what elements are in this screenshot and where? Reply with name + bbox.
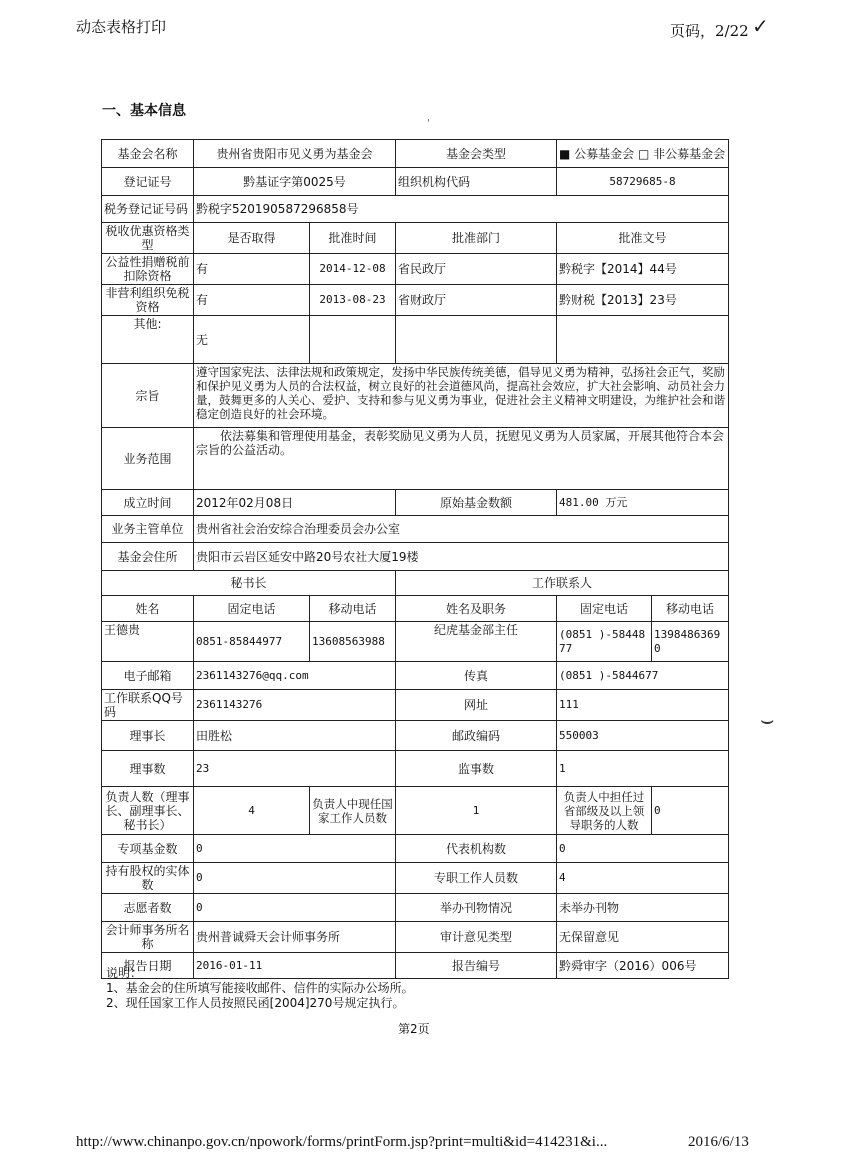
secretary-mobile: 13608563988 [310, 622, 396, 662]
mobile-column-header: 移动电话 [310, 596, 396, 622]
fulltime-value: 4 [557, 863, 729, 894]
address-label: 基金会住所 [102, 543, 194, 571]
type-label: 基金会类型 [396, 140, 557, 168]
table-row [102, 571, 729, 596]
other-label: 其他: [102, 316, 194, 364]
print-header-title: 动态表格打印 [76, 18, 167, 36]
table-row [102, 254, 729, 285]
rep-office-value: 0 [557, 835, 729, 863]
secretary-phone: 0851-85844977 [194, 622, 310, 662]
secretary-name: 王德贵 [102, 622, 194, 662]
other-value: 无 [194, 316, 310, 364]
scope-label: 业务范围 [102, 428, 194, 490]
secretary-header: 秘书长 [102, 571, 396, 596]
table-row [102, 596, 729, 622]
notes-title: 说明： [106, 966, 143, 980]
leaders-value: 4 [194, 787, 310, 835]
fax-value: (0851 )-5844677 [557, 662, 729, 690]
donation-time: 2014-12-08 [310, 254, 396, 285]
nonprofit-label: 非营利组织免税资格 [102, 285, 194, 316]
table-row [102, 196, 729, 223]
table-row [102, 721, 729, 751]
special-fund-value: 0 [194, 835, 396, 863]
name-column-header: 姓名 [102, 596, 194, 622]
directors-label: 理事数 [102, 751, 194, 787]
rep-office-label: 代表机构数 [396, 835, 557, 863]
table-row [102, 894, 729, 922]
supervisors-label: 监事数 [396, 751, 557, 787]
supervisor-value: 贵州省社会治安综合治理委员会办公室 [194, 516, 729, 543]
tax-reg-label: 税务登记证号码 [102, 196, 194, 223]
approval-dept-label: 批准部门 [396, 223, 557, 254]
contact-name: 纪虎基金部主任 [396, 622, 557, 662]
chairman-value: 田胜松 [194, 721, 396, 751]
report-date-label: 报告日期 [102, 953, 194, 979]
email-label: 电子邮箱 [102, 662, 194, 690]
notes-line-2: 2、现任国家工作人员按照民函[2004]270号规定执行。 [106, 996, 405, 1010]
name-label: 基金会名称 [102, 140, 194, 168]
volunteers-value: 0 [194, 894, 396, 922]
address-value: 贵阳市云岩区延安中路20号农社大厦19楼 [194, 543, 729, 571]
table-row [102, 168, 729, 196]
scan-mark: ' [427, 118, 430, 129]
foundation-info-table [101, 139, 729, 979]
accountant-label: 会计师事务所名称 [102, 922, 194, 953]
approval-time-label: 批准时间 [310, 223, 396, 254]
table-row [102, 516, 729, 543]
donation-obtained: 有 [194, 254, 310, 285]
scope-value: 依法募集和管理使用基金，表彰奖励见义勇为人员，抚慰见义勇为人员家属，开展其他符合本会宗旨的公益活动。 [194, 428, 729, 490]
special-fund-label: 专项基金数 [102, 835, 194, 863]
table-row [102, 543, 729, 571]
equity-label: 持有股权的实体数 [102, 863, 194, 894]
nonprofit-time: 2013-08-23 [310, 285, 396, 316]
other-doc-empty [557, 316, 729, 364]
purpose-label: 宗旨 [102, 364, 194, 428]
fixed-phone-column-header: 固定电话 [194, 596, 310, 622]
fund-label: 原始基金数额 [396, 490, 557, 516]
table-row [102, 787, 729, 835]
obtained-label: 是否取得 [194, 223, 310, 254]
table-row [102, 364, 729, 428]
report-no-value: 黔舜审字（2016）006号 [557, 953, 729, 979]
tax-pref-label: 税收优惠资格类型 [102, 223, 194, 254]
accountant-value: 贵州普诚舜天会计师事务所 [194, 922, 396, 953]
approval-doc-label: 批准文号 [557, 223, 729, 254]
donation-doc: 黔税字【2014】44号 [557, 254, 729, 285]
website-label: 网址 [396, 690, 557, 721]
donation-label: 公益性捐赠税前扣除资格 [102, 254, 194, 285]
checkmark-icon: ✓ [752, 14, 769, 38]
contact-mobile: 13984863690 [652, 622, 729, 662]
current-staff-value: 1 [396, 787, 557, 835]
report-no-label: 报告编号 [396, 953, 557, 979]
mobile-column-header-2: 移动电话 [652, 596, 729, 622]
table-row [102, 835, 729, 863]
nonprofit-obtained: 有 [194, 285, 310, 316]
contact-phone: (0851 )-5844877 [557, 622, 652, 662]
table-row [102, 922, 729, 953]
founded-label: 成立时间 [102, 490, 194, 516]
notes [106, 966, 414, 1011]
table-row [102, 223, 729, 254]
reg-label: 登记证号 [102, 168, 194, 196]
leaders-label: 负责人数（理事长、副理事长、秘书长） [102, 787, 194, 835]
print-date: 2016/6/13 [688, 1134, 749, 1150]
donation-dept: 省民政厅 [396, 254, 557, 285]
volunteers-label: 志愿者数 [102, 894, 194, 922]
supervisor-label: 业务主管单位 [102, 516, 194, 543]
table-row [102, 490, 729, 516]
table-row [102, 662, 729, 690]
email-value: 2361143276@qq.com [194, 662, 396, 690]
current-staff-label: 负责人中现任国家工作人员数 [310, 787, 396, 835]
qq-label: 工作联系QQ号码 [102, 690, 194, 721]
org-code-value: 58729685-8 [557, 168, 729, 196]
postcode-value: 550003 [557, 721, 729, 751]
section-title: 一、基本信息 [102, 103, 186, 119]
publications-value: 未举办刊物 [557, 894, 729, 922]
tax-reg-value: 黔税字520190587296858号 [194, 196, 729, 223]
senior-label: 负责人中担任过省部级及以上领导职务的人数 [557, 787, 652, 835]
table-row [102, 140, 729, 168]
table-row [102, 751, 729, 787]
fixed-phone-column-header-2: 固定电话 [557, 596, 652, 622]
other-dept-empty [396, 316, 557, 364]
equity-value: 0 [194, 863, 396, 894]
postcode-label: 邮政编码 [396, 721, 557, 751]
directors-value: 23 [194, 751, 396, 787]
page-footer: 第2页 [398, 1022, 430, 1036]
print-url: http://www.chinanpo.gov.cn/npowork/forms/printForm.jsp?print=multi&id=414231&i... [76, 1134, 608, 1150]
fulltime-label: 专职工作人员数 [396, 863, 557, 894]
contact-header: 工作联系人 [396, 571, 729, 596]
report-date-value: 2016-01-11 [194, 953, 396, 979]
chairman-label: 理事长 [102, 721, 194, 751]
table-row [102, 690, 729, 721]
qq-value: 2361143276 [194, 690, 396, 721]
reg-value: 黔基证字第0025号 [194, 168, 396, 196]
audit-label: 审计意见类型 [396, 922, 557, 953]
audit-value: 无保留意见 [557, 922, 729, 953]
fund-value: 481.00 万元 [557, 490, 729, 516]
publications-label: 举办刊物情况 [396, 894, 557, 922]
org-code-label: 组织机构代码 [396, 168, 557, 196]
page-number: 页码，2/22 [670, 22, 749, 40]
other-time-empty [310, 316, 396, 364]
senior-value: 0 [652, 787, 729, 835]
pen-mark-icon: ⌣ [760, 708, 775, 733]
name-title-column-header: 姓名及职务 [396, 596, 557, 622]
table-row [102, 863, 729, 894]
supervisors-value: 1 [557, 751, 729, 787]
fax-label: 传真 [396, 662, 557, 690]
type-value: ■ 公募基金会 □ 非公募基金会 [557, 140, 729, 168]
table-row [102, 316, 729, 364]
founded-value: 2012年02月08日 [194, 490, 396, 516]
table-row [102, 622, 729, 662]
name-value: 贵州省贵阳市见义勇为基金会 [194, 140, 396, 168]
nonprofit-doc: 黔财税【2013】23号 [557, 285, 729, 316]
table-row [102, 428, 729, 490]
purpose-value: 遵守国家宪法、法律法规和政策规定，发扬中华民族传统美德，倡导见义勇为精神，弘扬社会正气，奖励和保护见义勇为人员的合法权益，树立良好的社会道德风尚，提高社会效应，扩大社会影响、动员社会力量，鼓舞更多的人关心、爱护、支持和参与见义勇为事业，促进社会主义精神文明建设，为维护社会和谐稳定创造良好的社会环境。 [194, 364, 729, 428]
website-value: 111 [557, 690, 729, 721]
nonprofit-dept: 省财政厅 [396, 285, 557, 316]
table-row [102, 285, 729, 316]
notes-line-1: 1、基金会的住所填写能接收邮件、信件的实际办公场所。 [106, 981, 414, 995]
